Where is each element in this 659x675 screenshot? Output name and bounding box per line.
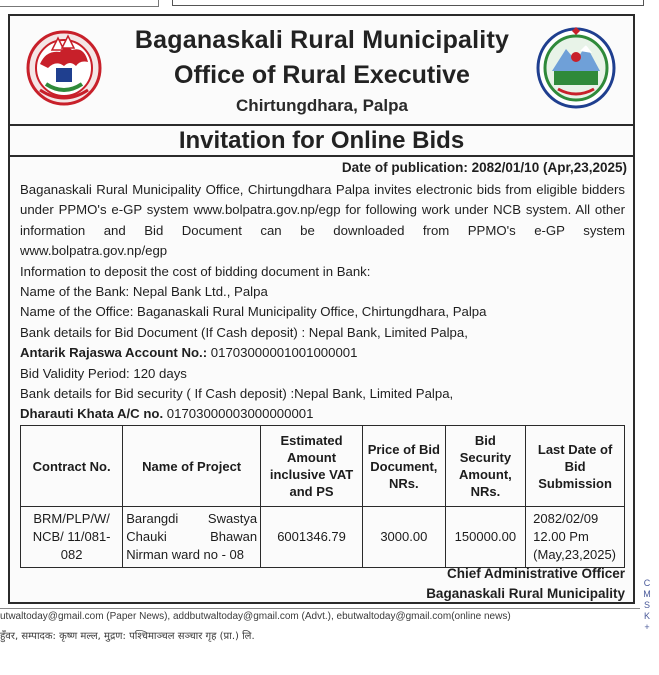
last-date-value: 2082/02/09 — [533, 511, 599, 526]
organization-name: Baganaskali Rural Municipality — [134, 26, 510, 54]
header-estimated-amount: Estimated Amount inclusive VAT and PS — [261, 426, 363, 507]
edge-letter: C — [643, 578, 651, 588]
cell-last-date — [526, 507, 625, 568]
office-name-line: Name of the Office: Baganaskali Rural Municipality Office, Chirtungdhara, Palpa — [20, 304, 487, 320]
office-address: Chirtungdhara, Palpa — [236, 96, 408, 115]
nepal-government-emblem-icon — [26, 30, 102, 106]
khata-number-line — [20, 404, 625, 424]
account-label: Antarik Rajaswa Account No.: — [20, 345, 208, 361]
newspaper-contact-line: utwaltoday@gmail.com (Paper News), addbutwaltoday@gmail.com (Advt.), ebutwaltoday@gmail.com(online news) — [0, 611, 511, 622]
cell-contract-no: BRM/PLP/W/ NCB/ 11/081-082 — [21, 507, 123, 568]
khata-label: Dharauti Khata A/C no. — [20, 406, 164, 422]
header-project-name: Name of Project — [123, 426, 261, 507]
header-bid-security: Bid Security Amount, NRs. — [445, 426, 526, 507]
edge-letter: + — [644, 622, 650, 632]
publication-date: Date of publication: 2082/01/10 (Apr,23,2025) — [341, 160, 627, 175]
khata-value: 01703000003000000001 — [163, 406, 314, 422]
cut-column-right — [172, 0, 644, 6]
notice-header — [10, 16, 633, 122]
header-contract-no: Contract No. — [21, 426, 123, 507]
cell-bid-security: 150000.00 — [445, 507, 526, 568]
cell-project-name: Barangdi Swastya Chauki Bhawan Nirman ward no - 08 — [123, 507, 261, 568]
edge-letter: S — [643, 600, 650, 610]
edge-letter: K — [643, 611, 650, 621]
bid-validity-line: Bid Validity Period: 120 days — [20, 365, 187, 381]
account-value: 01703000001001000001 — [207, 345, 358, 361]
header-last-date: Last Date of Bid Submission — [526, 426, 625, 507]
account-number-line — [20, 343, 625, 363]
office-name: Office of Rural Executive — [174, 61, 470, 89]
signatory-organization: Baganaskali Rural Municipality — [426, 586, 625, 601]
bids-table — [20, 425, 625, 568]
municipality-logo-icon — [536, 27, 616, 109]
table-row — [21, 507, 625, 568]
cut-column-left — [0, 0, 159, 7]
footer-divider — [0, 608, 640, 609]
notice-body — [20, 180, 625, 425]
notice-title: Invitation for Online Bids — [10, 124, 633, 157]
newspaper-imprint-line: हुँवर, सम्पादक: कृष्ण मल्ल, मुद्रण: पश्चिमाञ्चल सञ्चार गृह (प्रा.) लि. — [0, 631, 255, 642]
cell-bid-document-price: 3000.00 — [363, 507, 446, 568]
cell-estimated-amount: 6001346.79 — [261, 507, 363, 568]
intro-paragraph: Baganaskali Rural Municipality Office, Chirtungdhara Palpa invites electronic bids from eligible bidders under PPMO's e-GP system www.bolpatra.gov.np/egp for following work under NCB system. All other information and Bid Document can be downloaded from PPMO's e-GP system www.bolpatra.gov.np/egp — [20, 182, 625, 259]
edge-letters — [640, 578, 654, 633]
edge-letter: M — [643, 589, 651, 599]
last-date-time: 12.00 Pm — [533, 529, 589, 544]
table-header-row — [21, 426, 625, 507]
top-page-strip — [0, 0, 659, 7]
deposit-info-line: Information to deposit the cost of bidding document in Bank: — [20, 263, 371, 279]
last-date-english: (May,23,2025) — [533, 547, 617, 562]
bid-notice — [8, 14, 635, 604]
header-bid-document-price: Price of Bid Document, NRs. — [363, 426, 446, 507]
bank-details-document-line: Bank details for Bid Document (If Cash deposit) : Nepal Bank, Limited Palpa, — [20, 324, 468, 340]
signatory-title: Chief Administrative Officer — [446, 566, 625, 581]
bank-details-security-line: Bank details for Bid security ( If Cash deposit) :Nepal Bank, Limited Palpa, — [20, 386, 454, 402]
bank-name-line: Name of the Bank: Nepal Bank Ltd., Palpa — [20, 284, 268, 300]
